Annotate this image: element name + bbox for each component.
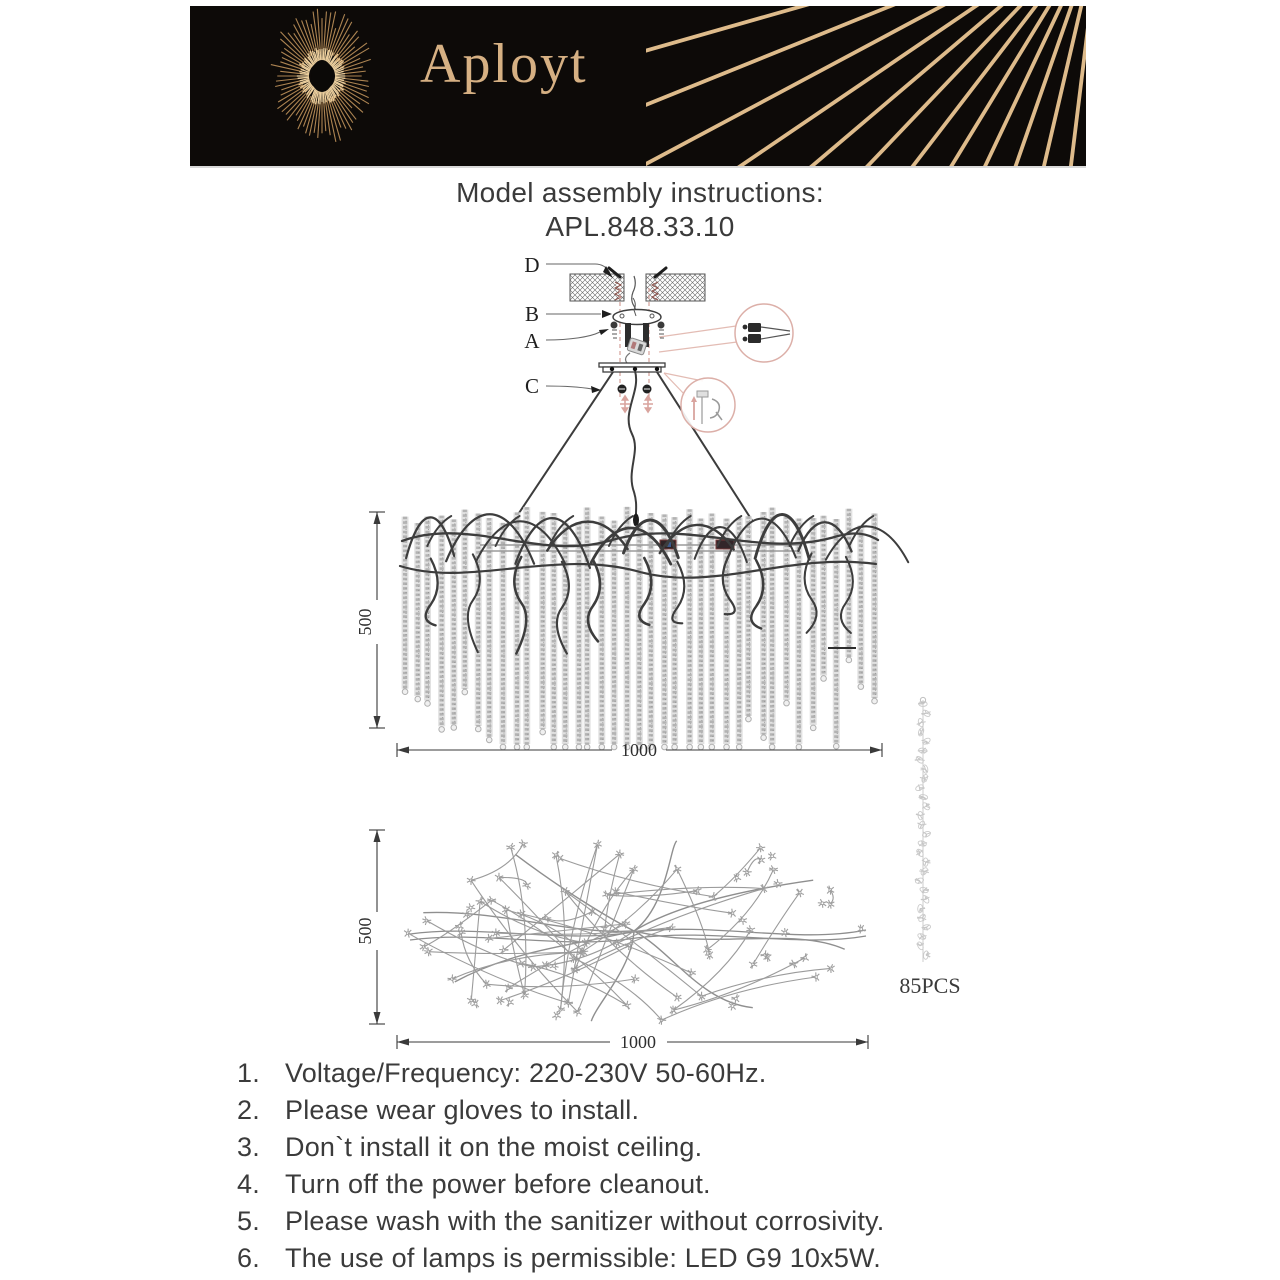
ceiling-mount-diagram <box>517 253 793 527</box>
top-height-label: 500 <box>355 917 375 945</box>
instruction-item <box>237 1132 1237 1169</box>
instruction-text: Please wear gloves to install. <box>285 1095 640 1125</box>
crystal-strand-detail <box>915 697 932 962</box>
top-width-dimension <box>397 1032 868 1052</box>
instruction-number: 5. <box>237 1206 260 1236</box>
instruction-text: The use of lamps is permissible: LED G9 10x5W. <box>285 1243 881 1273</box>
chandelier-front-view <box>355 507 908 760</box>
top-width-label: 1000 <box>620 1032 656 1052</box>
strand-count-figure <box>899 697 960 998</box>
chandelier-top-view <box>355 830 868 1052</box>
instruction-item <box>237 1206 1237 1243</box>
instruction-item <box>237 1095 1237 1132</box>
wiring-detail-callout <box>659 304 793 362</box>
instruction-text: Voltage/Frequency: 220-230V 50-60Hz. <box>285 1058 767 1088</box>
instruction-text: Don`t install it on the moist ceiling. <box>285 1132 703 1162</box>
instruction-number: 3. <box>237 1132 260 1162</box>
cable-grip-detail-callout <box>664 373 735 432</box>
instruction-text: Please wash with the sanitizer without corrosivity. <box>285 1206 885 1236</box>
front-width-label: 1000 <box>621 740 657 760</box>
page-title: Model assembly instructions: <box>456 177 824 208</box>
mount-label-a: A <box>524 329 540 353</box>
strand-count-label: 85PCS <box>899 973 961 998</box>
top-height-dimension <box>355 830 385 1024</box>
instruction-number: 6. <box>237 1243 260 1273</box>
model-number: APL.848.33.10 <box>545 211 735 242</box>
mount-label-b: B <box>524 302 540 326</box>
mount-label-c: C <box>524 374 540 398</box>
instruction-item <box>237 1058 1237 1095</box>
branch-network <box>404 839 866 1024</box>
front-height-label: 500 <box>355 608 375 636</box>
brand-name: Aployt <box>420 33 588 95</box>
instruction-number: 1. <box>237 1058 260 1088</box>
instruction-item <box>237 1243 1237 1280</box>
front-width-dimension <box>397 740 882 760</box>
instruction-number: 2. <box>237 1095 260 1125</box>
instruction-number: 4. <box>237 1169 260 1199</box>
mount-label-d: D <box>524 253 540 277</box>
front-height-dimension <box>355 512 385 728</box>
instruction-text: Turn off the power before cleanout. <box>285 1169 711 1199</box>
instruction-item <box>237 1169 1237 1206</box>
instructions-list <box>237 1058 1237 1280</box>
